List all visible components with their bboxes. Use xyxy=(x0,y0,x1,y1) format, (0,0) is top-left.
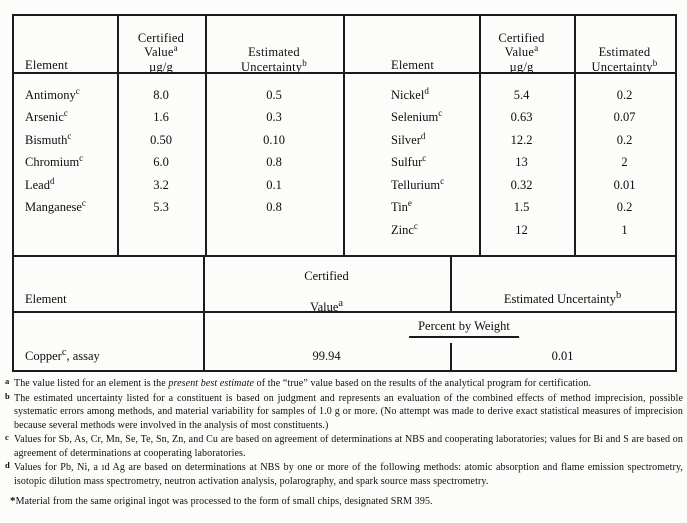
footnote-a-text-pre: The value listed for an element is the xyxy=(14,378,169,389)
copper-assay-row xyxy=(14,345,675,367)
footnote-marker-d: d xyxy=(5,460,10,470)
element-cell: Tellurium$^c$ xyxy=(391,175,445,192)
table-row xyxy=(14,84,675,107)
certified-line2: Value$^a$ xyxy=(504,42,539,59)
footnote-asterisk-text: Material from the same original ingot was processed to the form of small chips, designated SRM 395. xyxy=(15,496,433,507)
uncertainty-cell: 2 xyxy=(621,155,628,170)
certified-line1: Certified xyxy=(137,30,185,45)
uncertainty-cell: 0.3 xyxy=(266,110,282,125)
footnote-marker-asterisk: * xyxy=(10,495,16,507)
uncertainty-cell: 0.2 xyxy=(616,87,633,102)
uncertainty-cell: 0.07 xyxy=(613,110,636,125)
upper-values-table xyxy=(12,14,677,257)
element-cell: Chromium$^c$ xyxy=(25,153,84,170)
certified-value-cell: 0.63 xyxy=(510,110,533,125)
element-cell: Nickel$^d$ xyxy=(391,85,429,102)
footnote-a-text-italic: present best estimate xyxy=(168,378,255,389)
certified-value-cell: 3.2 xyxy=(153,177,169,192)
element-cell: Sulfur$^c$ xyxy=(391,153,427,170)
element-cell: Silver$^d$ xyxy=(391,130,426,147)
certified-value-cell: 6.0 xyxy=(153,155,169,170)
footnote-marker-c: c xyxy=(5,432,9,442)
column-header-certified-value xyxy=(203,263,450,321)
element-cell: Antimony$^c$ xyxy=(25,85,80,102)
certified-value-cell: 1.5 xyxy=(513,200,530,215)
element-cell: Arsenic$^c$ xyxy=(25,108,68,125)
element-cell: Bismuth$^c$ xyxy=(25,130,72,147)
footnote-c-text: Values for Sb, As, Cr, Mn, Se, Te, Sn, Zn, and Cu are based on agreement of determinations at NBS and cooperating laboratories; values for Bi and S are based on agreement of determinations at cooperating laboratories. xyxy=(14,434,683,459)
certified-value-cell: 13 xyxy=(515,155,528,170)
element-cell: Lead$^d$ xyxy=(25,175,55,192)
certified-value-cell: 12 xyxy=(515,222,528,237)
footnote-ref-a: a xyxy=(534,42,539,53)
element-cell: Selenium$^c$ xyxy=(391,108,443,125)
element-cell: Zinc$^c$ xyxy=(391,220,418,237)
table-row xyxy=(14,219,675,242)
footnote-d-text: Values for Pb, Ni, a ıd Ag are based on determinations at NBS by one or more of the following methods: atomic absorption and flame emission spectrometry, isotopic dilution mass spectrometry, neutron activation analysis, polarography, and spark source mass spectrometry. xyxy=(14,462,683,487)
uncertainty-cell: 0.2 xyxy=(616,200,633,215)
certified-line1: Certified xyxy=(304,269,349,283)
column-header-element: Element xyxy=(25,292,67,306)
footnote-asterisk xyxy=(5,495,683,509)
footnote-b xyxy=(5,392,683,433)
table-row xyxy=(14,129,675,152)
certified-unit: µg/g xyxy=(509,59,534,74)
column-header-estimated-uncertainty-left xyxy=(205,45,343,74)
certified-unit: µg/g xyxy=(149,59,173,74)
certified-value-cell: 1.6 xyxy=(153,110,169,125)
uncertainty-cell: 0.01 xyxy=(551,348,574,363)
footnote-ref-a: a xyxy=(338,298,344,309)
uncertainty-cell: 0.8 xyxy=(266,155,282,170)
certified-value-cell: 99.94 xyxy=(312,348,341,363)
footnote-ref-b: b xyxy=(302,57,307,68)
footnotes xyxy=(5,377,683,510)
uncertainty-cell: 1 xyxy=(621,222,628,237)
footnote-b-text: The estimated uncertainty listed for a constituent is based on judgment and represents an evaluation of the combined effects of method imprecision, possible systematic errors among methods, and material variability for samples of 1.0 g or more. (No attempt was made to derive exact statistical measures of imprecision because several methods were involved in the analysis of most constituents.) xyxy=(14,392,683,431)
footnote-marker-b: b xyxy=(5,390,10,401)
column-header-certified-value-right xyxy=(479,31,574,75)
copper-assay-table xyxy=(12,257,677,372)
table-row xyxy=(14,107,675,130)
certified-line2: Value$^a$ xyxy=(309,298,344,315)
uncertainty-cell: 0.1 xyxy=(266,177,282,192)
estimated-line2: Uncertainty$^b$ xyxy=(591,57,658,74)
uncertainty-cell: 0.01 xyxy=(613,177,636,192)
footnote-a-text-post: of the “true” value based on the results of the analytical program for certification. xyxy=(254,378,592,389)
certified-value-cell: 0.32 xyxy=(510,177,533,192)
uncertainty-cell: 0.5 xyxy=(266,87,282,102)
footnote-ref-b: b xyxy=(615,289,622,301)
estimated-line1: Estimated xyxy=(248,45,300,59)
certified-line1: Certified xyxy=(498,30,545,45)
footnote-ref-b: b xyxy=(652,57,658,68)
table-row xyxy=(14,152,675,175)
uncertainty-cell: 0.2 xyxy=(616,132,633,147)
footnote-c xyxy=(5,433,683,460)
uncertainty-cell: 0.10 xyxy=(263,132,285,147)
footnote-ref-c: c xyxy=(61,347,67,359)
column-header-estimated-uncertainty: Estimated Uncertainty$^b$ xyxy=(503,289,622,306)
upper-table-rows xyxy=(14,84,675,242)
table-row xyxy=(14,174,675,197)
element-cell: Manganese$^c$ xyxy=(25,198,86,215)
certified-value-cell: 5.3 xyxy=(153,200,169,215)
element-cell: Tin$^e$ xyxy=(391,198,412,215)
certified-value-cell: 5.4 xyxy=(513,87,530,102)
column-header-certified-value-left xyxy=(117,31,205,75)
column-header-element-left: Element xyxy=(25,57,69,72)
element-cell: Copper$^c$, assay xyxy=(25,347,100,364)
estimated-line1: Estimated xyxy=(598,45,651,59)
certified-value-cell: 12.2 xyxy=(510,132,533,147)
certified-line2: Value$^a$ xyxy=(144,42,178,59)
percent-by-weight-heading: Percent by Weight xyxy=(409,319,519,338)
certified-value-cell: 0.50 xyxy=(150,132,172,147)
column-header-estimated-uncertainty-right xyxy=(574,45,675,74)
certified-value-cell: 8.0 xyxy=(153,87,169,102)
footnote-d xyxy=(5,461,683,488)
estimated-line2: Uncertainty$^b$ xyxy=(241,57,307,74)
footnote-marker-a: a xyxy=(5,376,10,386)
column-header-element-right: Element xyxy=(391,57,435,72)
table-row xyxy=(14,197,675,220)
footnote-a xyxy=(5,377,683,391)
uncertainty-cell: 0.8 xyxy=(266,200,282,215)
footnote-ref-a: a xyxy=(173,42,178,53)
